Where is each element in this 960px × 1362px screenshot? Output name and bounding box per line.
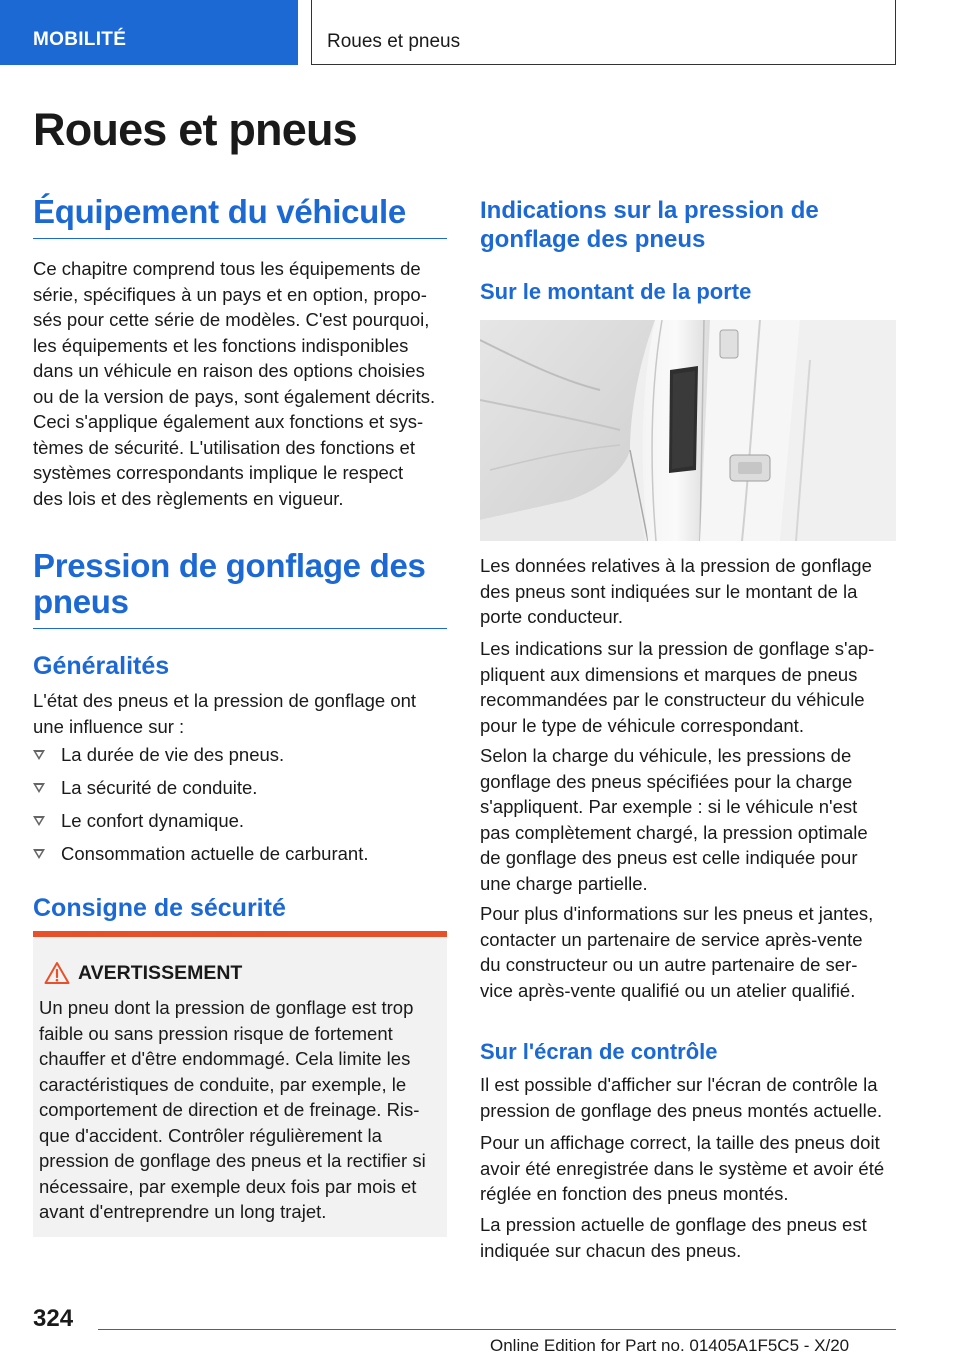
list-item: [33, 808, 447, 841]
text-line: de gonflage des pneus est celle indiquée pour: [480, 847, 858, 868]
text-line: Pour plus d'informations sur les pneus et jantes,: [480, 903, 874, 924]
text-line: avoir été enregistrée dans le système et avoir été: [480, 1157, 885, 1179]
text-line: que d'accident. Contrôler régulièrement la: [39, 1124, 382, 1146]
door-pillar-illustration: [480, 320, 896, 541]
text-line: nécessaire, par exemple deux fois par mois et: [39, 1175, 417, 1197]
text-line: vice après-vente qualifié ou un atelier qualifié.: [480, 979, 856, 1001]
text-line: Un pneu dont la pression de gonflage est trop: [39, 997, 414, 1018]
heading-door-pillar: Sur le montant de la porte: [480, 279, 752, 304]
text-line: pliquent aux dimensions et marques de pneus: [480, 663, 858, 685]
text-line: pression de gonflage des pneus et la rectifier si: [39, 1150, 426, 1171]
edition-note: Online Edition for Part no. 01405A1F5C5 - X/20: [490, 1336, 850, 1355]
warning-title: AVERTISSEMENT: [78, 962, 243, 984]
heading-line: gonflage des pneus: [480, 226, 706, 253]
text-line: dans un véhicule en raison des options choisies: [33, 360, 425, 381]
text-line: pression de gonflage des pneus montés actuelle.: [480, 1099, 883, 1121]
text-line: systèmes correspondants implique le respect: [33, 462, 404, 483]
text-line: chauffer et d'être endommagé. Cela limite les: [39, 1048, 411, 1069]
door-paragraph-2: [480, 636, 874, 738]
heading-tire-pressure: [33, 548, 447, 629]
text-line: caractéristiques de conduite, par exemple, le: [39, 1073, 407, 1095]
door-paragraph-3: [480, 743, 868, 896]
header-section-tab: [0, 0, 298, 65]
heading-line: pneus: [33, 583, 129, 620]
text-line: des lois et des règlements en vigueur.: [33, 487, 344, 509]
screen-paragraph-1: [480, 1072, 882, 1123]
heading-general: Généralités: [33, 652, 170, 680]
heading-line: Indications sur la pression de: [480, 197, 819, 224]
list-item: [33, 742, 447, 775]
triangle-bullet-icon: [33, 816, 45, 826]
text-line: porte conducteur.: [480, 606, 623, 627]
text-line: Les indications sur la pression de gonflage s'ap-: [480, 638, 875, 659]
door-paragraph-1: [480, 553, 872, 630]
list-item: [33, 841, 447, 874]
warning-triangle-icon: [44, 961, 70, 985]
heading-control-display: Sur l'écran de contrôle: [480, 1039, 718, 1064]
list-item-text: Le confort dynamique.: [61, 810, 245, 831]
text-line: Selon la charge du véhicule, les pressions de: [480, 745, 852, 766]
text-line: L'état des pneus et la pression de gonflage ont: [33, 690, 417, 711]
text-line: s'appliquent. Par exemple : si le véhicule n'est: [480, 796, 858, 817]
text-line: les équipements et les fonctions indisponibles: [33, 334, 409, 356]
text-line: indiquée sur chacun des pneus.: [480, 1239, 742, 1261]
equipment-paragraph: [33, 256, 435, 511]
text-line: Les données relatives à la pression de gonflage: [480, 555, 872, 576]
heading-equipment: Équipement du véhicule: [33, 194, 447, 239]
heading-line: Pression de gonflage des: [33, 547, 426, 584]
text-line: pas complètement chargé, la pression optimale: [480, 821, 868, 843]
influence-list: [33, 742, 447, 874]
heading-indications: [480, 196, 819, 254]
text-line: Ceci s'applique également aux fonctions et sys-: [33, 411, 424, 432]
warning-text: [39, 995, 445, 1225]
text-line: Pour un affichage correct, la taille des pneus doit: [480, 1132, 880, 1153]
heading-safety: Consigne de sécurité: [33, 894, 286, 922]
list-item-text: Consommation actuelle de carburant.: [61, 843, 369, 864]
triangle-bullet-icon: [33, 783, 45, 793]
text-line: sés pour cette série de modèles. C'est pourquoi,: [33, 309, 430, 330]
text-line: avant d'entreprendre un long trajet.: [39, 1201, 327, 1222]
text-line: contacter un partenaire de service après-vente: [480, 928, 863, 950]
text-line: Ce chapitre comprend tous les équipements de: [33, 258, 421, 279]
text-line: ou de la version de pays, sont également décrits.: [33, 385, 436, 407]
text-line: Il est possible d'afficher sur l'écran de contrôle la: [480, 1074, 878, 1095]
text-line: tèmes de sécurité. L'utilisation des fonctions et: [33, 436, 415, 458]
text-line: une charge partielle.: [480, 872, 648, 894]
text-line: série, spécifiques à un pays et en option, propo-: [33, 283, 427, 305]
list-item-text: La sécurité de conduite.: [61, 777, 258, 798]
text-line: réglée en fonction des pneus montés.: [480, 1183, 789, 1204]
text-line: La pression actuelle de gonflage des pneus est: [480, 1214, 867, 1235]
door-paragraph-4: [480, 901, 873, 1003]
text-line: des pneus sont indiquées sur le montant de la: [480, 580, 858, 602]
text-line: gonflage des pneus spécifiées pour la charge: [480, 770, 853, 792]
page-title: Roues et pneus: [33, 104, 357, 155]
warning-box: [33, 931, 447, 1237]
screen-paragraph-3: [480, 1212, 867, 1263]
text-line: faible ou sans pression risque de fortement: [39, 1022, 393, 1044]
screen-paragraph-2: [480, 1130, 884, 1207]
text-line: pour le type de véhicule correspondant.: [480, 714, 804, 736]
triangle-bullet-icon: [33, 849, 45, 859]
door-pillar-photo: [480, 320, 896, 541]
header-section-label: MOBILITÉ: [33, 29, 127, 50]
text-line: recommandées par le constructeur du véhicule: [480, 689, 865, 710]
text-line: comportement de direction et de freinage. Ris-: [39, 1099, 420, 1120]
text-line: du constructeur ou un autre partenaire de ser-: [480, 954, 858, 975]
header-chapter-tab: [311, 0, 896, 65]
page-number: 324: [33, 1305, 74, 1332]
list-item-text: La durée de vie des pneus.: [61, 744, 285, 765]
text-line: une influence sur :: [33, 715, 185, 737]
footer-divider: [98, 1329, 896, 1330]
list-item: [33, 775, 447, 808]
general-paragraph: [33, 688, 416, 739]
header-chapter-label: Roues et pneus: [327, 31, 461, 52]
triangle-bullet-icon: [33, 750, 45, 760]
